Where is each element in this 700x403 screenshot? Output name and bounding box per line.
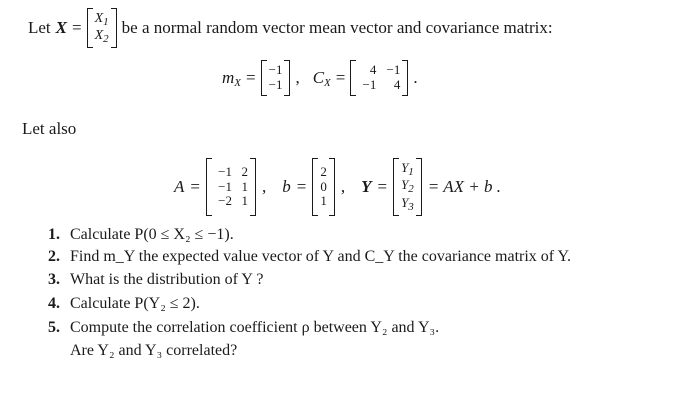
transform-line: A = −1 2 −1 1 −2 1 , b = 2 0 1 , Y = $Y_1$ $Y_2$ $Y_3$ = AX + b . xyxy=(174,158,501,216)
cx-eq: = xyxy=(335,68,346,87)
mean-cov-line: $m_X$ = −1 −1 , $C_X$ = 4 −1 −1 4 . xyxy=(222,60,418,96)
Y1-symbol: Y xyxy=(401,159,409,175)
A-31: −2 xyxy=(218,193,232,209)
X1-symbol: X xyxy=(94,10,104,26)
question-4: 4. Calculate P(Y₂ ≤ 2). xyxy=(48,295,200,312)
question-5-text: Compute the correlation coefficient ρ between Y₂ and Y₃. xyxy=(70,319,440,336)
b-1: 2 xyxy=(320,163,327,179)
cx-matrix xyxy=(350,60,408,96)
question-4-text: Calculate P(Y₂ ≤ 2). xyxy=(70,295,200,312)
question-2-text: Find m_Y the expected value vector of Y and C_Y the covariance matrix of Y. xyxy=(70,248,572,265)
intro-X: X xyxy=(55,18,67,37)
cx-21: −1 xyxy=(362,77,377,92)
question-3-text: What is the distribution of Y ? xyxy=(70,271,264,288)
A-22: 1 xyxy=(241,178,248,194)
A-11: −1 xyxy=(218,163,232,179)
question-5: 5. Compute the correlation coefficient ρ between Y₂ and Y₃. xyxy=(48,319,440,336)
mx-eq: = xyxy=(246,68,256,87)
b-symbol: b xyxy=(282,177,291,196)
Y3-symbol: Y xyxy=(401,194,409,210)
Y-vector: $Y_1$ $Y_2$ $Y_3$ xyxy=(393,158,422,216)
A-symbol: A xyxy=(174,177,185,196)
mx-symbol: $m_X$ xyxy=(222,67,242,89)
question-5-followup-text: Are Y₂ and Y₃ correlated? xyxy=(70,342,238,359)
intro-line xyxy=(28,8,553,48)
X1-sub: 1 xyxy=(103,15,109,28)
intro-eq: = xyxy=(72,18,82,37)
A-12: 2 xyxy=(241,163,248,179)
cx-22: 4 xyxy=(393,77,401,92)
intro-rest: be a normal random vector mean vector and covariance matrix: xyxy=(121,18,553,37)
question-3: 3. What is the distribution of Y ? xyxy=(48,271,264,288)
let-also: Let also xyxy=(22,119,77,138)
A-32: 1 xyxy=(241,193,248,209)
b-2: 0 xyxy=(320,178,327,194)
b-3: 1 xyxy=(320,193,327,209)
mx-val-2: −1 xyxy=(268,77,283,92)
transform-formula: = AX + b . xyxy=(427,177,501,196)
Y-symbol: Y xyxy=(361,177,372,196)
Y2-symbol: Y xyxy=(401,177,409,193)
cx-11: 4 xyxy=(369,62,377,78)
X2-sub: 2 xyxy=(103,33,109,45)
question-1-text: Calculate P(0 ≤ X₂ ≤ −1). xyxy=(70,226,234,243)
intro-X-vector xyxy=(87,8,117,48)
X2-symbol: X xyxy=(94,28,104,43)
cx-symbol: $C_X$ xyxy=(312,67,331,89)
mx-vector xyxy=(261,60,291,96)
question-2: 2. Find m_Y the expected value vector of Y and C_Y the covariance matrix of Y. xyxy=(48,248,572,265)
b-vector xyxy=(312,158,335,216)
cx-12: −1 xyxy=(386,62,401,78)
mx-val-1: −1 xyxy=(268,62,283,78)
A-21: −1 xyxy=(218,178,232,194)
intro-let: Let xyxy=(28,18,51,37)
question-1: 1. Calculate P(0 ≤ X₂ ≤ −1). xyxy=(48,226,234,243)
question-5-followup xyxy=(48,342,237,360)
A-matrix xyxy=(206,158,256,216)
